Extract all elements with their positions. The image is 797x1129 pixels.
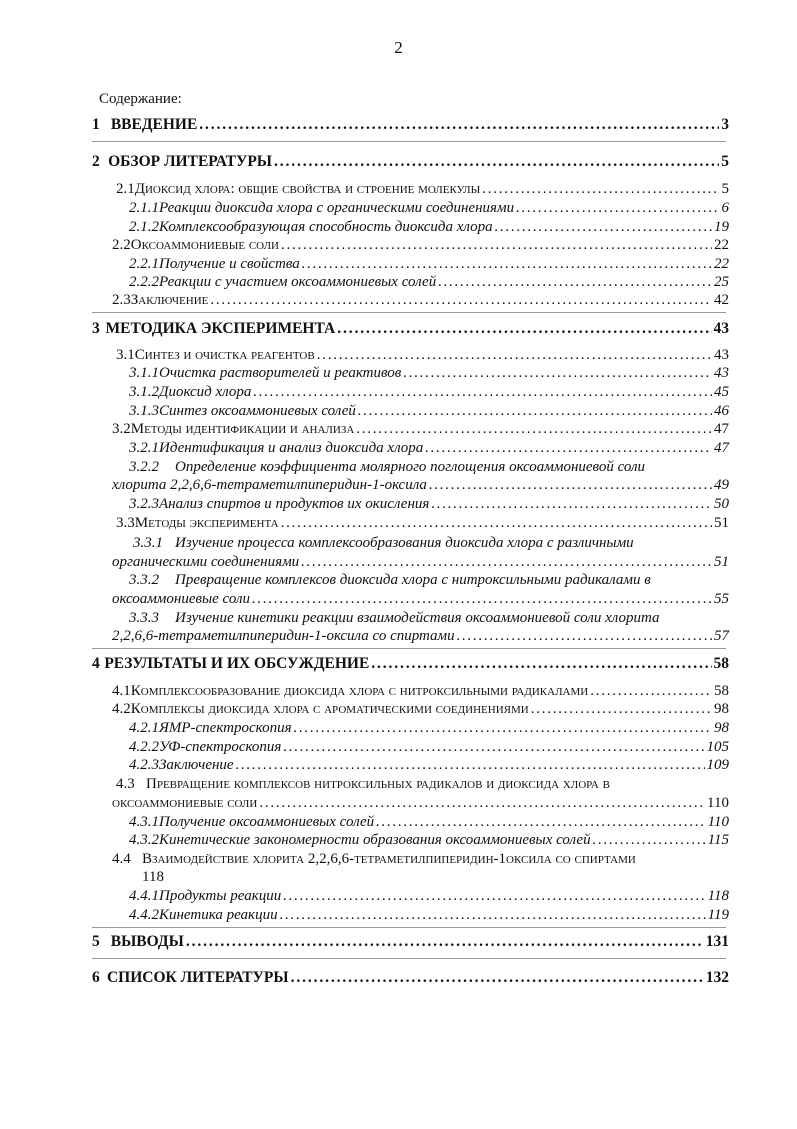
toc-entry-4[interactable] bbox=[92, 655, 729, 673]
toc-leader-dots bbox=[531, 701, 712, 718]
toc-entry-page: 51 bbox=[714, 554, 729, 570]
toc-entry-page: 47 bbox=[714, 421, 729, 437]
toc-entry-3-3-3[interactable] bbox=[129, 610, 659, 627]
toc-entry-page: 98 bbox=[714, 701, 729, 717]
toc-leader-dots bbox=[199, 116, 719, 134]
toc-leader-dots bbox=[259, 795, 705, 812]
toc-entry-title-line1: Превращение комплексов диоксида хлора с нитроксильными радикалами в bbox=[175, 572, 651, 588]
toc-entry-number: 4 bbox=[92, 655, 100, 672]
toc-leader-dots bbox=[516, 200, 719, 217]
toc-entry-title: Реакции с участием оксоаммониевых солей bbox=[159, 274, 437, 290]
toc-entry-page: 109 bbox=[706, 757, 729, 773]
toc-entry-title: ЯМР-спектроскопия bbox=[159, 720, 292, 736]
toc-leader-dots bbox=[252, 591, 712, 608]
toc-entry-number: 3.3 bbox=[116, 515, 135, 531]
toc-leader-dots bbox=[274, 153, 719, 171]
toc-entry-number: 2 bbox=[92, 153, 100, 170]
divider bbox=[92, 648, 726, 649]
toc-entry-number: 3.2.1 bbox=[129, 440, 159, 456]
toc-entry-number: 3.1.1 bbox=[129, 365, 159, 381]
toc-entry-page: 98 bbox=[714, 720, 729, 736]
toc-entry-title: Заключение bbox=[130, 292, 209, 308]
toc-leader-dots bbox=[431, 496, 712, 513]
toc-entry-4-2-1[interactable] bbox=[129, 720, 729, 737]
toc-entry-page: 50 bbox=[714, 496, 729, 512]
toc-leader-dots bbox=[403, 365, 712, 382]
toc-leader-dots bbox=[482, 181, 719, 198]
toc-entry-title: Синтез и очистка реагентов bbox=[134, 347, 315, 363]
toc-leader-dots bbox=[283, 739, 704, 756]
toc-entry-number: 2.1.2 bbox=[129, 219, 159, 235]
toc-entry-number: 4.4 bbox=[112, 851, 131, 867]
toc-entry-page: 132 bbox=[705, 969, 729, 986]
toc-entry-title-line2: органическими соединениями bbox=[112, 554, 300, 570]
toc-leader-dots bbox=[291, 969, 704, 987]
toc-entry-3-1-1[interactable] bbox=[129, 365, 729, 382]
toc-entry-number: 4.3.2 bbox=[129, 832, 159, 848]
toc-entry-page: 5 bbox=[721, 181, 729, 197]
toc-entry-title: Кинетические закономерности образования оксоаммониевых солей bbox=[159, 832, 591, 848]
toc-entry-page: 3 bbox=[721, 116, 729, 133]
toc-entry-4-3-2[interactable] bbox=[129, 832, 729, 849]
toc-entry-title: Кинетика реакции bbox=[159, 907, 278, 923]
toc-entry-title: Очистка растворителей и реактивов bbox=[159, 365, 402, 381]
toc-entry-title: Идентификация и анализ диоксида хлора bbox=[159, 440, 424, 456]
toc-entry-page: 25 bbox=[714, 274, 729, 290]
toc-entry-3-1[interactable] bbox=[116, 347, 729, 364]
toc-entry-4-1[interactable] bbox=[112, 683, 729, 700]
toc-leader-dots bbox=[294, 720, 712, 737]
toc-entry-4-2[interactable] bbox=[112, 701, 729, 718]
toc-entry-number: 3.1 bbox=[116, 347, 135, 363]
toc-entry-page: 42 bbox=[714, 292, 729, 308]
toc-entry-1[interactable] bbox=[92, 116, 729, 134]
toc-entry-3-3-1[interactable] bbox=[133, 535, 634, 552]
toc-entry-page: 22 bbox=[714, 237, 729, 253]
toc-entry-title: СПИСОК ЛИТЕРАТУРЫ bbox=[106, 969, 289, 986]
toc-entry-3-1-3[interactable] bbox=[129, 403, 729, 420]
toc-entry-2-2[interactable] bbox=[112, 237, 729, 254]
toc-entry-page: 49 bbox=[714, 477, 729, 493]
toc-entry-title-line2: хлорита 2,2,6,6-тетраметилпиперидин-1-оксила bbox=[112, 477, 427, 493]
toc-entry-2-3[interactable] bbox=[112, 292, 729, 309]
toc-entry-number: 4.4.1 bbox=[129, 888, 159, 904]
toc-entry-title: ВЫВОДЫ bbox=[110, 933, 184, 950]
toc-entry-3-1-2[interactable] bbox=[129, 384, 729, 401]
toc-leader-dots bbox=[283, 888, 705, 905]
toc-entry-3-2[interactable] bbox=[112, 421, 729, 438]
toc-entry-2-1-2[interactable] bbox=[129, 219, 729, 236]
toc-leader-dots bbox=[281, 237, 712, 254]
toc-leader-dots bbox=[590, 683, 712, 700]
toc-entry-page: 119 bbox=[707, 907, 729, 923]
toc-entry-number: 3.2.3 bbox=[129, 496, 159, 512]
toc-entry-number: 4.2 bbox=[112, 701, 131, 717]
toc-entry-page: 43 bbox=[713, 320, 729, 337]
toc-leader-dots bbox=[280, 907, 706, 924]
toc-entry-2-1-1[interactable] bbox=[129, 200, 729, 217]
toc-entry-title: Методы идентификации и анализа bbox=[130, 421, 355, 437]
divider bbox=[92, 141, 726, 142]
toc-heading: Содержание: bbox=[99, 91, 182, 107]
toc-entry-title: Комплексы диоксида хлора с ароматическими соединениями bbox=[130, 701, 529, 717]
toc-leader-dots bbox=[356, 421, 712, 438]
toc-entry-title: УФ-спектроскопия bbox=[159, 739, 282, 755]
toc-entry-4-4[interactable] bbox=[112, 851, 730, 868]
toc-entry-number: 3.3.3 bbox=[129, 610, 159, 626]
toc-entry-title: Методы эксперимента bbox=[134, 515, 279, 531]
toc-leader-dots bbox=[593, 832, 706, 849]
toc-entry-number: 4.4.2 bbox=[129, 907, 159, 923]
toc-entry-page: 110 bbox=[707, 795, 729, 811]
toc-entry-title: Оксоаммониевые соли bbox=[130, 237, 279, 253]
toc-entry-number: 4.1 bbox=[112, 683, 131, 699]
toc-entry-title: Диоксид хлора: общие свойства и строение молекулы bbox=[134, 181, 481, 197]
toc-entry-title: ОБЗОР ЛИТЕРАТУРЫ bbox=[108, 153, 273, 170]
toc-entry-number: 2.3 bbox=[112, 292, 131, 308]
toc-entry-page: 131 bbox=[705, 933, 729, 950]
toc-entry-number: 3.1.3 bbox=[129, 403, 159, 419]
toc-entry-title: Синтез оксоаммониевых солей bbox=[159, 403, 356, 419]
toc-entry-number: 3.3.2 bbox=[129, 572, 159, 588]
toc-leader-dots bbox=[495, 219, 712, 236]
toc-entry-page: 43 bbox=[714, 365, 729, 381]
toc-entry-title: Комплексообразующая способность диоксида хлора bbox=[159, 219, 493, 235]
toc-entry-title: Получение оксоаммониевых солей bbox=[159, 814, 375, 830]
toc-entry-3-2-2-continued[interactable] bbox=[112, 477, 729, 494]
toc-entry-title-line2: 2,2,6,6-тетраметилпиперидин-1-оксила со спиртами bbox=[112, 628, 455, 644]
toc-entry-page: 46 bbox=[714, 403, 729, 419]
toc-entry-title-line1: Изучение кинетики реакции взаимодействия оксоаммониевой соли хлорита bbox=[175, 610, 660, 626]
toc-entry-title: ВВЕДЕНИЕ bbox=[110, 116, 198, 133]
toc-leader-dots bbox=[253, 384, 712, 401]
toc-leader-dots bbox=[281, 515, 712, 532]
toc-entry-number: 3.2 bbox=[112, 421, 131, 437]
toc-entry-page: 51 bbox=[714, 515, 729, 531]
toc-leader-dots bbox=[358, 403, 712, 420]
toc-entry-number: 4.2.1 bbox=[129, 720, 159, 736]
toc-entry-4-4-2[interactable] bbox=[129, 907, 729, 924]
toc-entry-title: Заключение bbox=[159, 757, 234, 773]
toc-entry-title: МЕТОДИКА ЭКСПЕРИМЕНТА bbox=[105, 320, 336, 337]
toc-entry-number: 4.3.1 bbox=[129, 814, 159, 830]
toc-entry-number: 4.2.3 bbox=[129, 757, 159, 773]
toc-entry-number: 1 bbox=[92, 116, 100, 133]
toc-entry-title: Реакции диоксида хлора с органическими соединениями bbox=[159, 200, 515, 216]
toc-leader-dots bbox=[376, 814, 705, 831]
toc-entry-number: 6 bbox=[92, 969, 100, 986]
toc-entry-number: 3.2.2 bbox=[129, 459, 159, 475]
toc-entry-number: 4.3 bbox=[116, 776, 135, 792]
toc-entry-3-2-2[interactable] bbox=[129, 459, 645, 476]
toc-entry-page: 47 bbox=[714, 440, 729, 456]
toc-entry-title: РЕЗУЛЬТАТЫ И ИХ ОБСУЖДЕНИЕ bbox=[104, 655, 370, 672]
toc-entry-4-4-1[interactable] bbox=[129, 888, 729, 905]
toc-entry-number: 2.2 bbox=[112, 237, 131, 253]
toc-entry-number: 5 bbox=[92, 933, 100, 950]
toc-leader-dots bbox=[301, 554, 712, 571]
toc-leader-dots bbox=[210, 292, 712, 309]
toc-entry-3-3-1-continued[interactable] bbox=[112, 554, 729, 571]
toc-leader-dots bbox=[438, 274, 712, 291]
divider bbox=[92, 958, 726, 959]
toc-leader-dots bbox=[337, 320, 711, 338]
toc-entry-6[interactable] bbox=[92, 969, 729, 987]
toc-entry-5[interactable] bbox=[92, 933, 729, 951]
toc-entry-3-2-3[interactable] bbox=[129, 496, 729, 513]
toc-entry-number: 3.3.1 bbox=[133, 535, 163, 551]
toc-entry-page: 115 bbox=[707, 832, 729, 848]
toc-leader-dots bbox=[429, 477, 712, 494]
toc-leader-dots bbox=[186, 933, 704, 951]
toc-entry-3-3-3-continued[interactable] bbox=[112, 628, 729, 645]
toc-entry-title: Продукты реакции bbox=[159, 888, 282, 904]
toc-entry-4-3-continued[interactable] bbox=[112, 795, 729, 812]
toc-entry-title-line2: оксоаммониевые соли bbox=[112, 795, 258, 811]
toc-entry-number: 2.2.1 bbox=[129, 256, 159, 272]
toc-leader-dots bbox=[317, 347, 712, 364]
toc-entry-number: 3 bbox=[92, 320, 100, 337]
toc-entry-title: Диоксид хлора bbox=[159, 384, 252, 400]
toc-entry-3[interactable] bbox=[92, 320, 729, 338]
toc-entry-page: 105 bbox=[706, 739, 729, 755]
toc-entry-4-2-2[interactable] bbox=[129, 739, 729, 756]
toc-entry-page: 110 bbox=[707, 814, 729, 830]
toc-entry-2-2-1[interactable] bbox=[129, 256, 729, 273]
toc-entry-title-line1: Определение коэффициента молярного поглощения оксоаммониевой соли bbox=[175, 459, 646, 475]
toc-entry-page: 58 bbox=[714, 683, 729, 699]
toc-entry-number: 3.1.2 bbox=[129, 384, 159, 400]
toc-entry-number: 4.2.2 bbox=[129, 739, 159, 755]
toc-entry-number: 2.1 bbox=[116, 181, 135, 197]
toc-entry-3-2-1[interactable] bbox=[129, 440, 729, 457]
toc-entry-title: Получение и свойства bbox=[159, 256, 300, 272]
toc-entry-title-line1: Изучение процесса комплексообразования диоксида хлора с различными bbox=[175, 535, 634, 551]
toc-entry-page: 19 bbox=[714, 219, 729, 235]
toc-entry-title: Комплексообразование диоксида хлора с нитроксильными радикалами bbox=[130, 683, 589, 699]
toc-entry-title-line2: оксоаммониевые соли bbox=[112, 591, 251, 607]
toc-entry-page: 55 bbox=[714, 591, 729, 607]
page-number: 2 bbox=[394, 38, 403, 57]
toc-leader-dots bbox=[457, 628, 712, 645]
divider bbox=[92, 927, 726, 928]
toc-entry-3-3-2[interactable] bbox=[129, 572, 651, 589]
toc-entry-page: 58 bbox=[713, 655, 729, 672]
toc-entry-title: Взаимодействие хлорита 2,2,6,6-тетраметилпиперидин-1оксила со спиртами bbox=[142, 851, 636, 867]
toc-entry-2[interactable] bbox=[92, 153, 729, 171]
toc-entry-page: 6 bbox=[721, 200, 729, 216]
toc-entry-4-3-1[interactable] bbox=[129, 814, 729, 831]
toc-entry-page: 57 bbox=[714, 628, 729, 644]
toc-leader-dots bbox=[425, 440, 712, 457]
toc-leader-dots bbox=[236, 757, 705, 774]
toc-entry-page: 5 bbox=[721, 153, 729, 170]
toc-entry-title: Анализ спиртов и продуктов их окисления bbox=[159, 496, 430, 512]
toc-entry-4-4-page: 118 bbox=[142, 869, 164, 885]
toc-entry-4-2-3[interactable] bbox=[129, 757, 729, 774]
toc-entry-2-2-2[interactable] bbox=[129, 274, 729, 291]
toc-entry-number: 2.1.1 bbox=[129, 200, 159, 216]
toc-entry-3-3[interactable] bbox=[116, 515, 729, 532]
toc-entry-2-1[interactable] bbox=[116, 181, 729, 198]
toc-entry-page: 45 bbox=[714, 384, 729, 400]
toc-entry-page: 22 bbox=[714, 256, 729, 272]
toc-entry-page: 118 bbox=[707, 888, 729, 904]
toc-leader-dots bbox=[302, 256, 712, 273]
toc-entry-3-3-2-continued[interactable] bbox=[112, 591, 729, 608]
toc-leader-dots bbox=[371, 655, 711, 673]
toc-entry-title-line1: Превращение комплексов нитроксильных радикалов и диоксида хлора в bbox=[146, 776, 610, 792]
toc-entry-4-3[interactable] bbox=[116, 776, 610, 793]
toc-entry-page: 43 bbox=[714, 347, 729, 363]
divider bbox=[92, 312, 726, 313]
toc-entry-number: 2.2.2 bbox=[129, 274, 159, 290]
